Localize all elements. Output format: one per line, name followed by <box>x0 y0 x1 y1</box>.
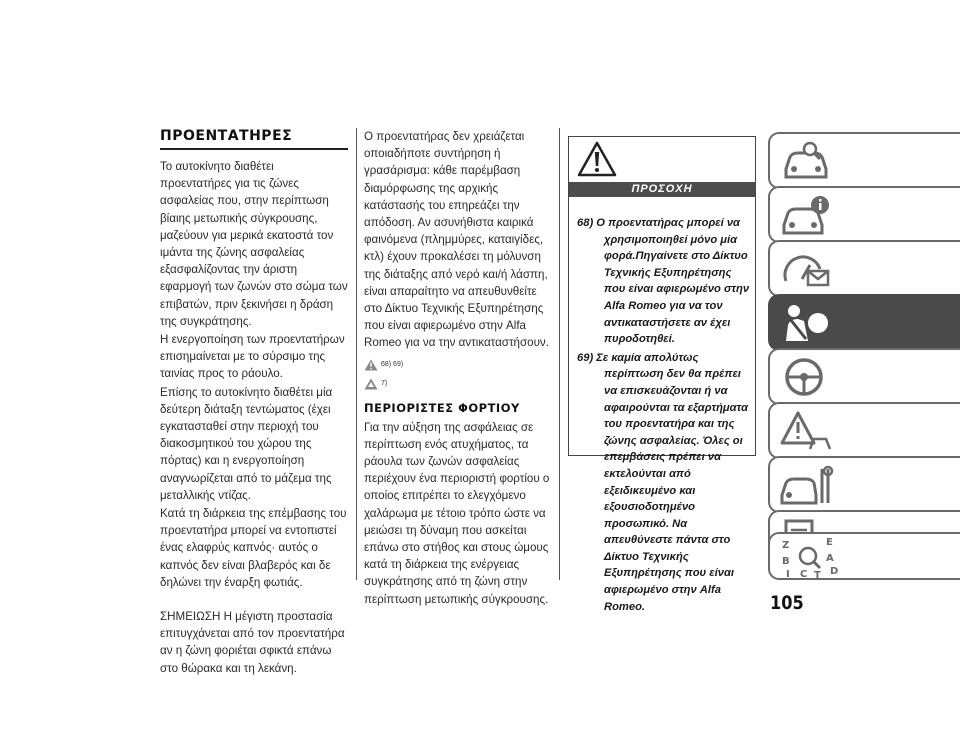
paragraph: Το αυτοκίνητο διαθέτει προεντατήρες για τις ζώνες ασφαλείας που, στην περίπτωση βίαιης μετωπικής σύγκρουσης, μαζεύουν για μερικά εκατοστά τον ιμάντα της ζώνης ασφαλείας εξασφαλίζοντας την άριστη εφαρμογή των ζωνών στο σώμα των επιβατών, πριν ξεκινήσει η δράση της συγκράτησης. <box>160 160 348 328</box>
car-magnifier-icon <box>780 139 834 183</box>
dashboard-envelope-icon <box>780 247 834 291</box>
warning-triangle-icon <box>577 141 617 177</box>
section-title-pretensioners: ΠΡΟΕΝΤΑΤΗΡΕΣ <box>160 128 293 144</box>
column-divider <box>356 128 357 580</box>
steering-wheel-icon <box>780 355 834 399</box>
index-letter: Z <box>782 540 790 551</box>
index-letter: E <box>826 537 833 548</box>
index-letter: C <box>800 569 808 580</box>
section-title-load-limiters: ΠΕΡΙΟΡΙΣΤΕΣ ΦΟΡΤΙΟΥ <box>364 400 520 415</box>
nav-tab-safety[interactable] <box>768 294 960 351</box>
index-letter: B <box>782 556 790 567</box>
warning-box <box>568 136 756 613</box>
paragraph: Ο προεντατήρας δεν χρειάζεται οποιαδήποτε συντήρηση ή γρασάρισμα: κάθε παρέμβαση διαμόρφωσης της αρχικής κατάστασής του επηρεάζει την απόδοση. Αν ασυνήθιστα καιρικά φαινόμενα (πλημμύρες, καταιγίδες, κτλ) έχουν προκαλέσει τη μόλυνση της διάταξης από νερό και/ή λάσπη, είναι απαραίτητο να απευθυνθείτε στο Δίκτυο Τεχνικής Εξυπηρέτησης που είναι αφιερωμένο στην Alfa Romeo για να την αντικαταστήσουν. <box>364 130 549 350</box>
middle-column <box>364 128 552 608</box>
index-letter: I <box>786 569 790 580</box>
nav-tab-index[interactable] <box>768 532 960 580</box>
caution-reference <box>364 377 552 391</box>
warning-item: 68) Ο προεντατήρας μπορεί να χρησιμοποιηθεί μόνο μία φορά.Πηγαίνετε στο Δίκτυο Τεχνικής Εξυπηρέτησης που είναι αφιερωμένο στην Alfa Romeo για να τον αντικαταστήσετε αν έχει πυροδοτηθεί. <box>577 217 750 346</box>
index-letter: D <box>830 566 839 577</box>
left-column <box>160 128 348 677</box>
nav-tab-driving[interactable] <box>768 348 960 405</box>
column-divider <box>559 128 560 580</box>
car-tools-icon <box>780 463 834 507</box>
nav-tab-car-overview[interactable] <box>768 132 960 189</box>
index-letter: T <box>814 570 821 580</box>
paragraph: Η ενεργοποίηση των προεντατήρων επισημαίνεται με το σύρσιμο της ταινίας προς το ράουλο. <box>160 333 345 381</box>
seatbelt-airbag-icon <box>780 301 834 345</box>
reference-text: 68) 69) <box>381 361 404 369</box>
nav-tab-maintenance[interactable] <box>768 456 960 513</box>
warning-list <box>573 215 751 615</box>
nav-tab-car-info[interactable] <box>768 186 960 243</box>
warning-item: 69) Σε καμία απολύτως περίπτωση δεν θα πρέπει να επισκευάζονται ή να αφαιρούνται τα εξαρτήματα του προεντατήρα και της ζώνης ασφαλείας. Όλες οι επεμβάσεις πρέπει να εκτελούνται από εξειδικευμένο και εξουσιοδοτημένο προσωπικό. Να απευθύνεστε πάντα στο Δίκτυο Τεχνικής Εξυπηρέτησης που είναι αφιερωμένο στην Alfa Romeo. <box>577 351 749 613</box>
warning-reference <box>364 358 552 372</box>
paragraph: Κατά τη διάρκεια της επέμβασης του προεντατήρα μπορεί να εντοπιστεί ένας ελαφρύς καπνός· αυτός ο καπνός δεν είναι βλαβερός και δε δηλώνει την έναρξη φωτιάς. <box>160 507 347 589</box>
paragraph: Επίσης το αυτοκίνητο διαθέτει μία δεύτερη διάταξη τεντώματος (έχει εγκατασταθεί στην περιοχή του διακοσμητικού του χώρου της πόρτας) και η ενεργοποίηση αναγνωρίζεται από το μάζεμα της μεταλλικής ντίζας. <box>160 385 333 502</box>
reference-text: 7) <box>381 380 388 388</box>
note-paragraph: ΣΗΜΕΙΩΣΗ Η μέγιστη προστασία επιτυγχάνεται από τον προεντατήρα αν η ζώνη φοριέται σφικτά επάνω στο θώρακα και τη λεκάνη. <box>160 610 345 675</box>
page-number: 105 <box>770 592 804 614</box>
nav-tab-emergency[interactable] <box>768 402 960 459</box>
caution-triangle-icon <box>364 378 378 390</box>
paragraph: Για την αύξηση της ασφάλειας σε περίπτωση ενός ατυχήματος, τα ράουλα των ζωνών ασφαλείας περιέχουν ένα περιοριστή φορτίου ο οποίος επιτρέπει το ελεγχόμενο χαλάρωμα με τέτοιο τρόπο ώστε να μειώσει τη δύναμη που ασκείται επάνω στο στήθος και στους ώμους κατά τη διάρκεια της ενέργειας συγκράτησης από τη ζώνη στην περίπτωση μετωπικής σύγκρουσης. <box>364 420 550 606</box>
car-info-icon <box>780 193 834 237</box>
index-letter: A <box>826 553 834 564</box>
alphabet-index-icon <box>780 536 844 580</box>
nav-tab-dashboard[interactable] <box>768 240 960 297</box>
warning-road-icon <box>780 409 834 453</box>
title-underline <box>160 148 348 150</box>
warning-header: ΠΡΟΣΟΧΗ <box>569 182 755 197</box>
warning-triangle-icon <box>364 359 378 371</box>
